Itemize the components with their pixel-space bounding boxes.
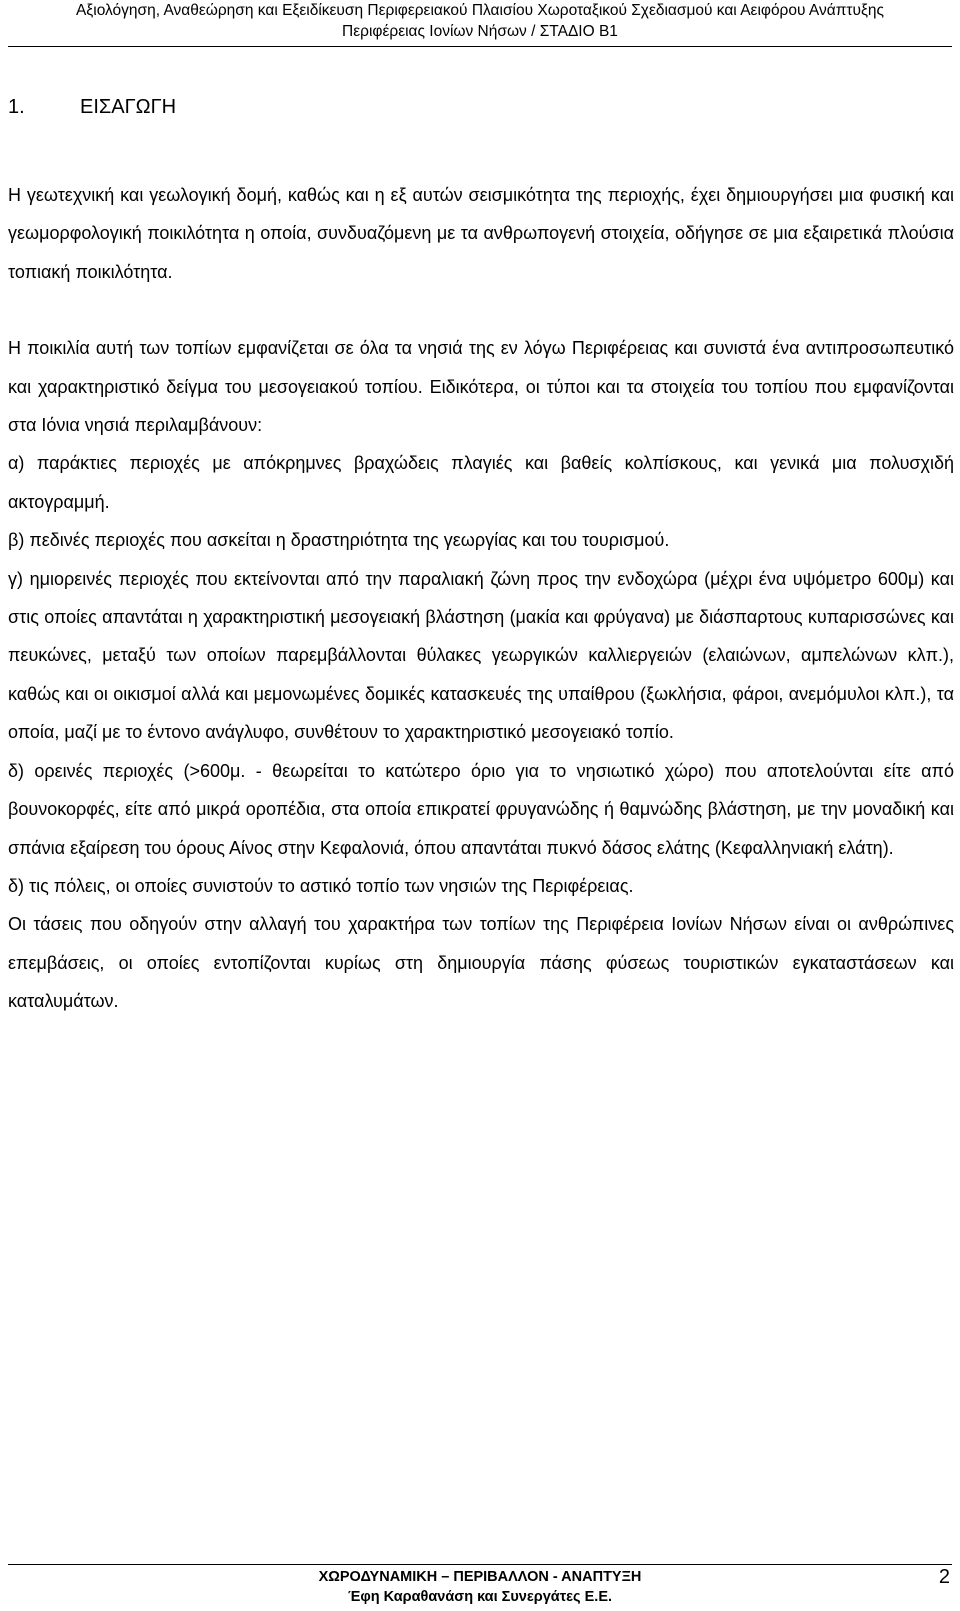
footer-company: ΧΩΡΟΔΥΝΑΜΙΚΗ – ΠΕΡΙΒΑΛΛΟΝ - ΑΝΑΠΤΥΞΗ (318, 1569, 642, 1585)
header-document-subtitle: Περιφέρειας Ιονίων Νήσων / ΣΤΑΔΙΟ Β1 (342, 23, 618, 40)
list-item-cities: δ) τις πόλεις, οι οποίες συνιστούν το αστικό τοπίο των νησιών της Περιφέρειας. (8, 875, 634, 896)
page-footer (0, 1567, 960, 1607)
page-header (0, 0, 960, 42)
section-title: ΕΙΣΑΓΩΓΗ (80, 96, 177, 118)
header-divider (8, 46, 952, 47)
paragraph-intro: Η γεωτεχνική και γεωλογική δομή, καθώς και η εξ αυτών σεισμικότητα της περιοχής, έχει δημιουργήσει μια φυσική και γεωμορφολογική ποικιλότητα η οποία, συνδυαζόμενη με τα ανθρωπογενή στοιχεία, οδήγησε σε μια εξαιρετικά πλούσια τοπιακή ποικιλότητα. (8, 185, 954, 282)
list-item-lowland-areas: β) πεδινές περιοχές που ασκείται η δραστηριότητα της γεωργίας και του τουρισμού. (8, 530, 670, 551)
list-item-coastal-areas: α) παράκτιες περιοχές με απόκρημνες βραχώδεις πλαγιές και βαθείς κολπίσκους, και γενικά μια πολυσχιδή ακτογραμμή. (8, 453, 954, 512)
header-document-title: Αξιολόγηση, Αναθεώρηση και Εξειδίκευση Περιφερειακού Πλαισίου Χωροταξικού Σχεδιασμού και Αειφόρου Ανάπτυξης (75, 2, 885, 19)
paragraph-landscape-variety: Η ποικιλία αυτή των τοπίων εμφανίζεται σε όλα τα νησιά της εν λόγω Περιφέρειας και συνιστά ένα αντιπροσωπευτικό και χαρακτηριστικό δείγμα του μεσογειακού τοπίου. Ειδικότερα, οι τύποι και τα στοιχεία του τοπίου που εμφανίζονται στα Ιόνια νησιά περιλαμβάνουν: (8, 338, 954, 436)
list-item-mountainous-areas: δ) ορεινές περιοχές (>600μ. - θεωρείται το κατώτερο όριο για το νησιωτικό χώρο) που αποτελούνται είτε από βουνοκορφές, είτε από μικρά οροπέδια, στα οποία επικρατεί φρυγανώδης ή θαμνώδης βλάστηση, με την μοναδική και σπάνια εξαίρεση του όρους Αίνος στην Κεφαλονιά, όπου απαντάται πυκνό δάσος ελάτης (Κεφαλληνιακή ελάτη). (8, 760, 954, 858)
footer-authors: Έφη Καραθανάση και Συνεργάτες Ε.Ε. (347, 1589, 613, 1605)
body-text (8, 176, 954, 1021)
page-number: 2 (938, 1566, 950, 1588)
section-heading (8, 96, 176, 119)
footer-divider (8, 1564, 952, 1565)
section-number: 1. (8, 96, 25, 118)
list-item-semi-mountainous-areas: γ) ημιορεινές περιοχές που εκτείνονται από την παραλιακή ζώνη προς την ενδοχώρα (μέχρι ένα υψόμετρο 600μ) και στις οποίες απαντάται η χαρακτηριστική μεσογειακή βλάστηση (μακία και φρύγανα) με διάσπαρτους κυπαρισσώνες και πευκώνες, μεταξύ των οποίων παρεμβάλλονται θύλακες γεωργικών καλλιεργειών (ελαιώνων, αμπελώνων κλπ.), καθώς και οι οικισμοί αλλά και μεμονωμένες δομικές κατασκευές της υπαίθρου (ξωκλήσια, φάροι, ανεμόμυλοι κλπ.), τα οποία, μαζί με το έντονο ανάγλυφο, συνθέτουν το χαρακτηριστικό μεσογειακό τοπίο. (8, 568, 954, 743)
paragraph-trends: Οι τάσεις που οδηγούν στην αλλαγή του χαρακτήρα των τοπίων της Περιφέρεια Ιονίων Νήσων είναι οι ανθρώπινες επεμβάσεις, οι οποίες εντοπίζονται κυρίως στη δημιουργία πάσης φύσεως τουριστικών εγκαταστάσεων και καταλυμάτων. (8, 914, 954, 1012)
